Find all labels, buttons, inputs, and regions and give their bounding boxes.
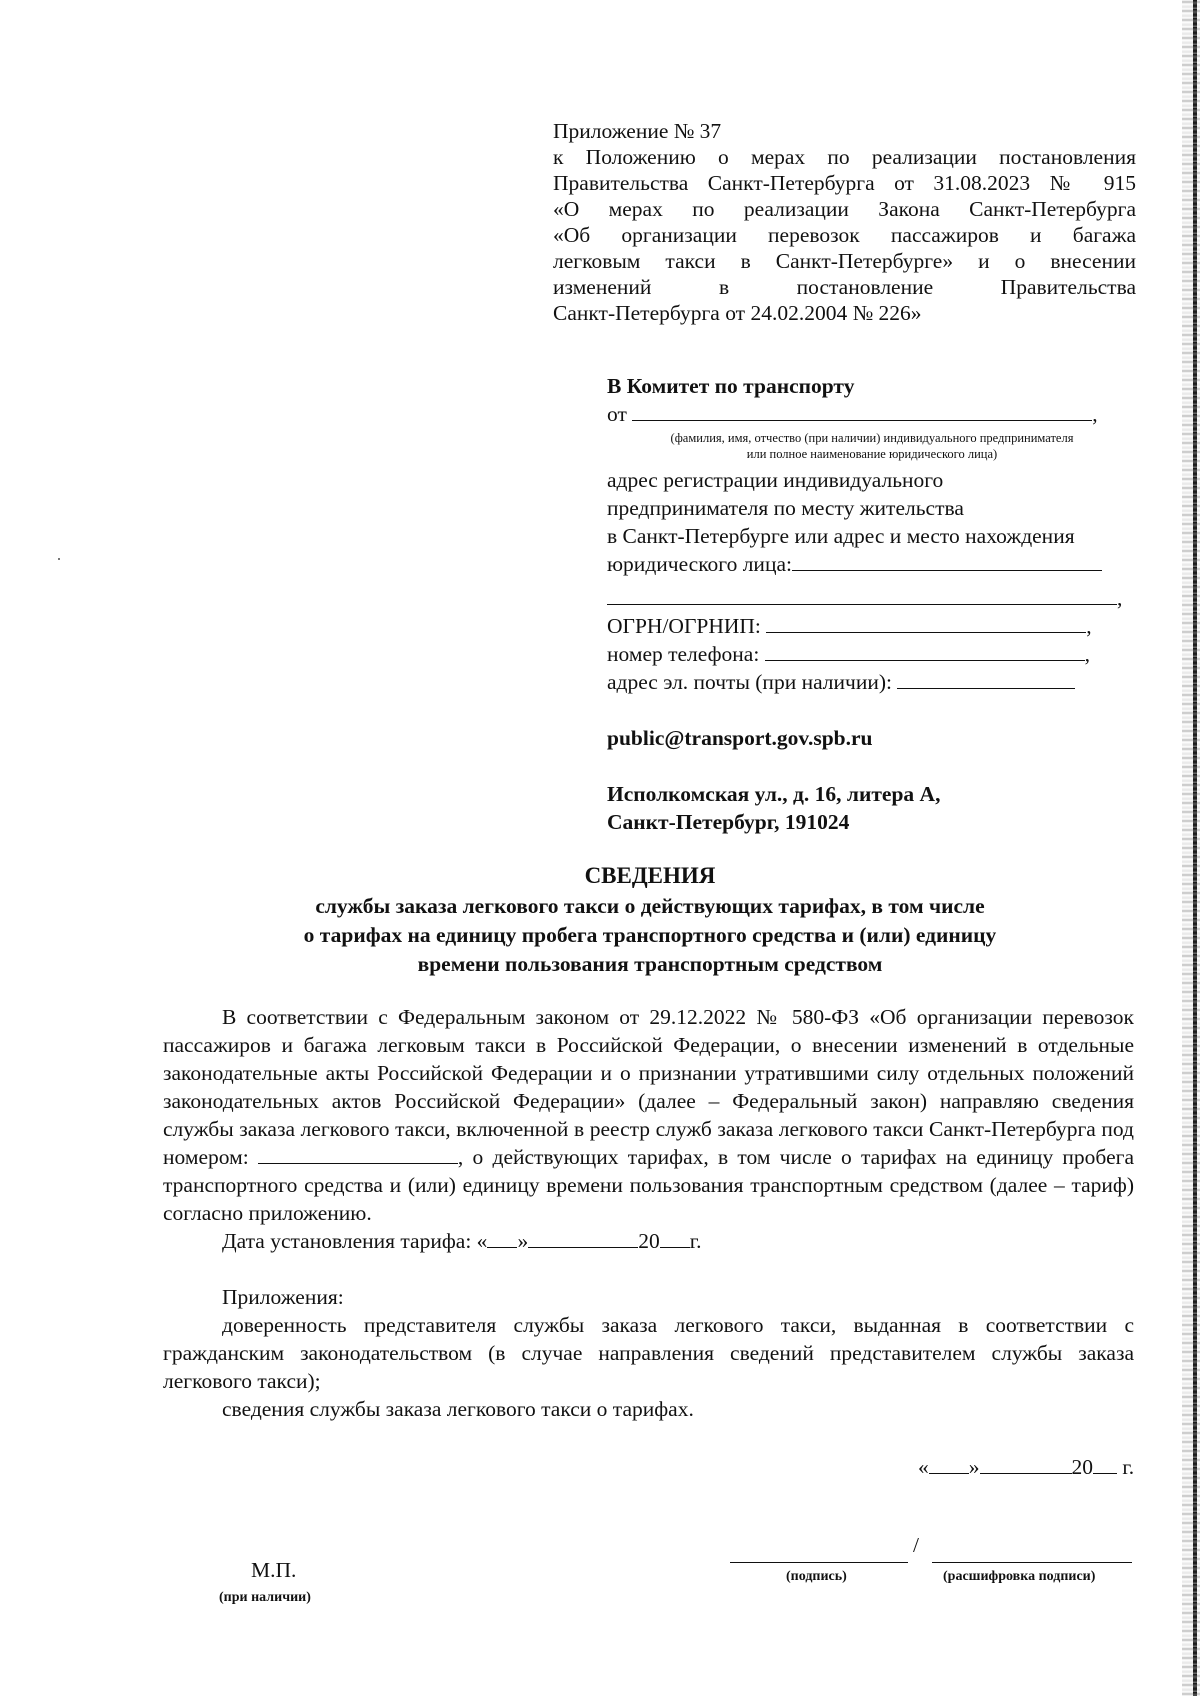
committee-email: public@transport.gov.spb.ru — [607, 726, 873, 750]
scan-edge — [1182, 0, 1200, 1696]
from-name-field[interactable] — [632, 400, 1092, 421]
signature-line[interactable] — [730, 1538, 908, 1563]
comma: , — [1092, 402, 1098, 426]
sig-date-open: « — [918, 1455, 929, 1479]
addressee-committee: В Комитет по транспорту — [607, 374, 855, 398]
signature-decode-caption: (расшифровка подписи) — [943, 1569, 1096, 1584]
stamp-place: М.П. — [251, 1558, 297, 1582]
phone-label: номер телефона: — [607, 642, 760, 666]
from-label: от — [607, 402, 627, 426]
sig-day-field[interactable] — [929, 1453, 969, 1474]
comma: , — [1084, 642, 1091, 666]
phone-row — [607, 640, 1137, 668]
attachment-item: доверенность представителя службы заказа легкового такси, выданная в соответствии с гражданским законодательством (в случае направления сведений представителем службы заказа легкового такси); — [163, 1313, 1134, 1393]
date-year-suffix: г. — [689, 1229, 702, 1253]
appendix-header — [553, 118, 1136, 326]
sig-month-field[interactable] — [980, 1453, 1072, 1474]
committee-address: Санкт-Петербург, 191024 — [607, 810, 850, 834]
legal-address-row-2 — [607, 584, 1137, 612]
appendix-line: «Об организации перевозок пассажиров и багажа — [553, 223, 1136, 247]
appendix-line: изменений в постановление Правительства — [553, 275, 1136, 299]
document-subtitle: о тарифах на единицу пробега транспортного средства и (или) единицу — [303, 923, 997, 947]
addressee-block — [607, 372, 1137, 836]
document-title: СВЕДЕНИЯ — [584, 863, 716, 888]
main-paragraph — [163, 1003, 1134, 1227]
committee-address: Исполкомская ул., д. 16, литера А, — [607, 782, 941, 806]
date-month-field[interactable] — [528, 1227, 638, 1248]
name-note: или полное наименование юридического лица) — [746, 447, 998, 461]
date-year-field[interactable] — [660, 1227, 690, 1248]
signature-slash: / — [913, 1533, 919, 1557]
appendix-line: к Положению о мерах по реализации постановления — [553, 145, 1136, 169]
date-label: Дата установления тарифа: « — [222, 1229, 488, 1253]
address-line: предпринимателя по месту жительства — [607, 496, 964, 520]
sig-year-prefix: 20 — [1071, 1455, 1093, 1479]
appendix-line: Санкт-Петербурга от 24.02.2004 № 226» — [553, 301, 922, 325]
appendix-line: легковым такси в Санкт-Петербурге» и о внесении — [553, 249, 1136, 273]
appendix-title: Приложение № 37 — [553, 119, 722, 143]
sig-year-suffix: г. — [1122, 1455, 1135, 1479]
scan-speck — [58, 558, 60, 560]
name-note: (фамилия, имя, отчество (при наличии) индивидуального предпринимателя — [670, 431, 1074, 445]
address-line: адрес регистрации индивидуального — [607, 468, 944, 492]
main-paragraph-text: В соответствии с Федеральным законом от 29.12.2022 № 580-ФЗ «Об организации перевозок пассажиров и багажа легковым такси в Российской Федерации, о внесении изменений в отдельные законодательные акты Российской Федерации и о признании утратившими силу отдельных положений законодательных актов Российской Федерации» (далее – Федеральный закон) направляю сведения службы заказа легкового такси, включенной в реестр служб заказа легкового такси Санкт-Петербурга под номером: — [163, 1005, 1134, 1169]
date-row — [163, 1227, 1134, 1255]
phone-field[interactable] — [765, 640, 1085, 661]
document-body — [163, 1003, 1134, 1423]
document-title-block — [150, 860, 1150, 979]
appendix-line: Правительства Санкт-Петербурга от 31.08.2023 № 915 — [553, 171, 1136, 195]
legal-address-field-2[interactable] — [607, 584, 1117, 605]
signature-decode-line[interactable] — [932, 1538, 1132, 1563]
date-year-prefix: 20 — [638, 1229, 660, 1253]
date-day-field[interactable] — [487, 1227, 517, 1248]
ogrn-row — [607, 612, 1137, 640]
appendix-line: «О мерах по реализации Закона Санкт-Петербурга — [553, 197, 1136, 221]
document-subtitle: времени пользования транспортным средством — [417, 952, 883, 976]
sig-date-close: » — [968, 1455, 980, 1479]
attachments-title: Приложения: — [222, 1285, 344, 1309]
legal-address-row — [607, 550, 1137, 578]
registry-number-field[interactable] — [258, 1143, 458, 1164]
main-paragraph-text-cont: , о действующих тарифах, в том числе о тарифах на единицу пробега транспортного средства и (или) единицу времени пользования транспортным средством (далее – тариф) согласно приложению. — [163, 1145, 1134, 1225]
attachment-item: сведения службы заказа легкового такси о тарифах. — [222, 1397, 694, 1421]
email-row — [607, 668, 1137, 696]
ogrn-label: ОГРН/ОГРНИП: — [607, 614, 761, 638]
from-row — [607, 400, 1137, 428]
stamp-note: (при наличии) — [219, 1590, 311, 1605]
email-field[interactable] — [897, 668, 1075, 689]
date-quote: » — [517, 1229, 529, 1253]
email-label: адрес эл. почты (при наличии): — [607, 670, 893, 694]
sig-year-field[interactable] — [1093, 1453, 1117, 1474]
signature-caption: (подпись) — [786, 1569, 847, 1584]
legal-address-label: юридического лица: — [607, 552, 792, 576]
comma: , — [1117, 586, 1123, 610]
signature-date-row — [918, 1453, 1134, 1480]
address-line: в Санкт-Петербурге или адрес и место нахождения — [607, 524, 1075, 548]
ogrn-field[interactable] — [766, 612, 1086, 633]
document-subtitle: службы заказа легкового такси о действующих тарифах, в том числе — [315, 894, 985, 918]
comma: , — [1086, 614, 1092, 638]
legal-address-field[interactable] — [792, 550, 1102, 571]
